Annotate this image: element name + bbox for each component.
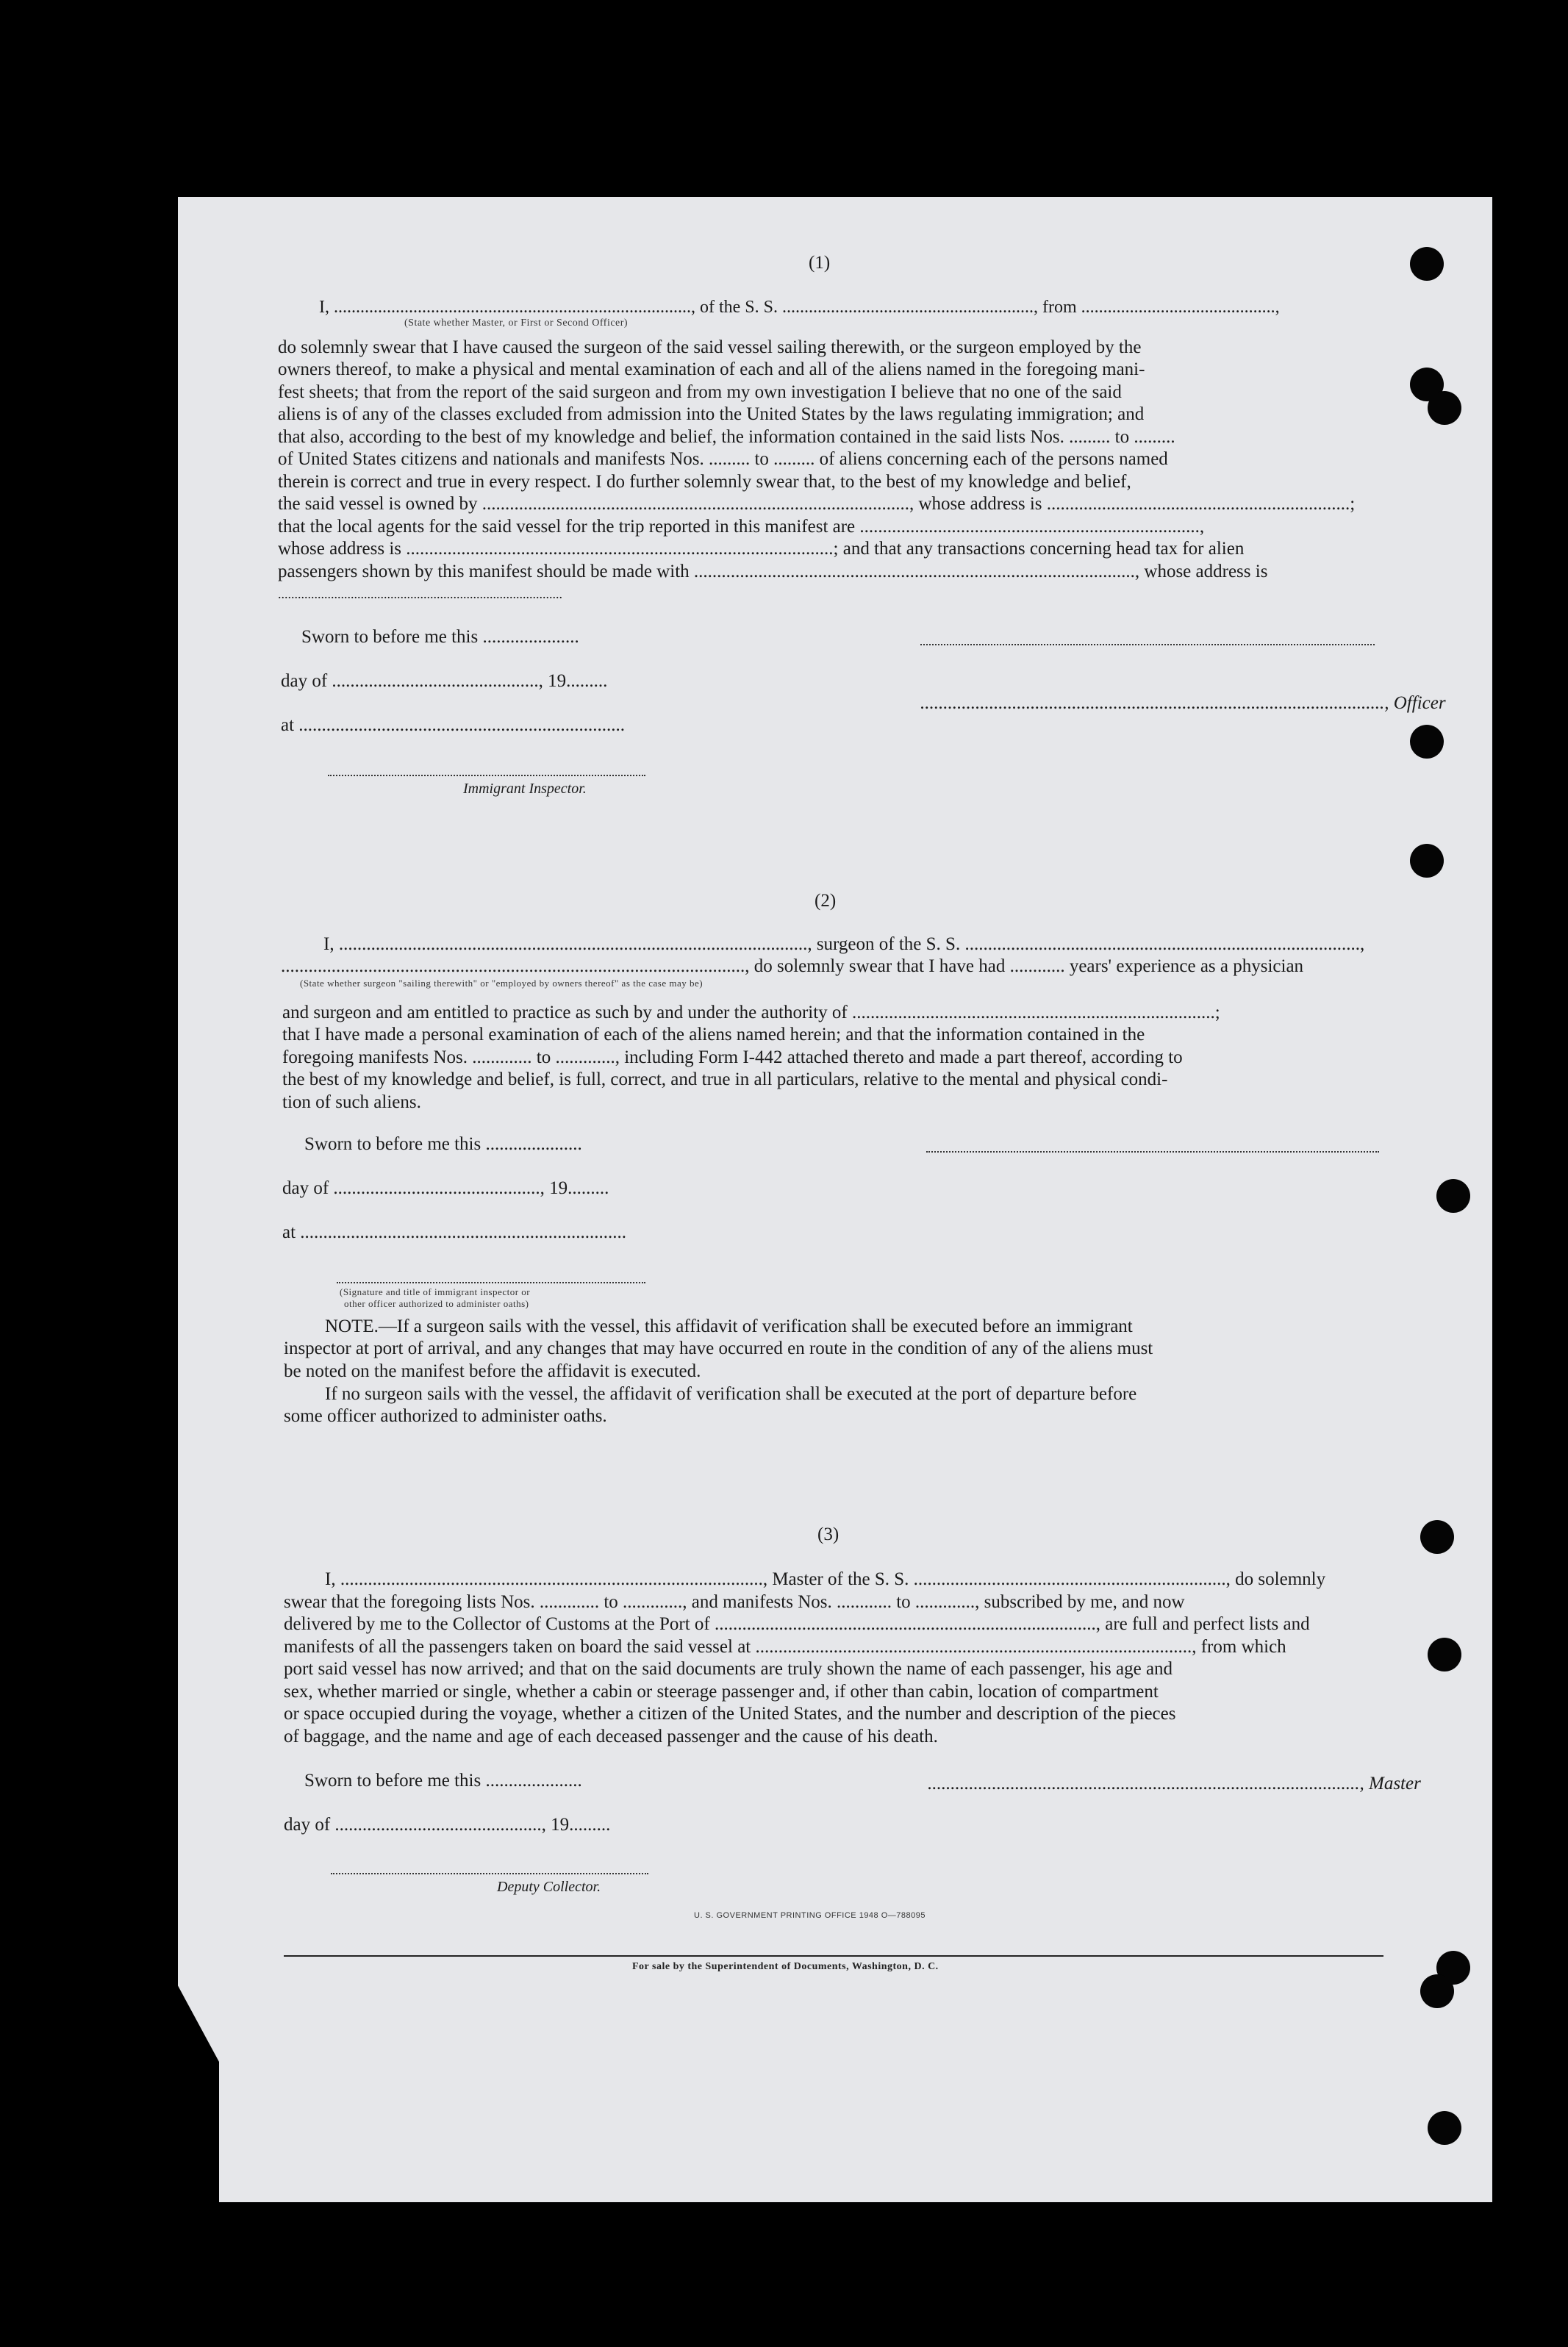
body-line: foregoing manifests Nos. ............. to ............., including Form I-442 attached thereto and made a part thereof, according to: [282, 1047, 1183, 1067]
body-line: or space occupied during the voyage, whether a citizen of the United States, and the number and description of the pieces: [284, 1704, 1176, 1724]
section-2-signature-line: [926, 1151, 1379, 1153]
section-3-sworn: Sworn to before me this .....................: [304, 1771, 582, 1791]
note-line: be noted on the manifest before the affidavit is executed.: [284, 1361, 701, 1381]
body-line: do solemnly swear that I have caused the surgeon of the said vessel sailing therewith, or the surgeon employed by the: [278, 337, 1142, 357]
deputy-collector-signature-line: [331, 1873, 648, 1874]
section-2-day: day of ............................................., 19.........: [282, 1178, 609, 1198]
officer-line: ....................................................................................................., Officer: [920, 693, 1446, 713]
section-2-sig-caption-1: (Signature and title of immigrant inspector or: [340, 1286, 531, 1297]
for-sale-line: For sale by the Superintendent of Documents, Washington, D. C.: [632, 1961, 939, 1972]
section-2-heading: (2): [815, 891, 837, 911]
punch-hole: [1410, 725, 1444, 759]
section-3-day: day of ............................................., 19.........: [284, 1815, 611, 1835]
body-line: swear that the foregoing lists Nos. ............. to ............., and manifests Nos. ............ to ............., subscribed by me, and now: [284, 1592, 1185, 1612]
body-line: of baggage, and the name and age of each deceased passenger and the cause of his death.: [284, 1727, 938, 1746]
section-2-at: at .......................................................................: [282, 1222, 627, 1242]
section-2-line-1: I, ......................................................................................................, surgeon of the S. S. ......................................................................................,: [323, 934, 1365, 954]
body-line: tion of such aliens.: [282, 1092, 421, 1112]
gpo-imprint: U. S. GOVERNMENT PRINTING OFFICE 1948 O—788095: [694, 1911, 926, 1920]
immigrant-inspector-label: Immigrant Inspector.: [463, 781, 587, 797]
punch-hole: [1428, 1638, 1461, 1671]
section-2-sig-caption-2: other officer authorized to administer oaths): [344, 1298, 529, 1309]
body-line: I, ............................................................................................, Master of the S. S. ...................................................................., do solemnly: [325, 1569, 1326, 1589]
body-line: ......................................................................................: [278, 587, 562, 601]
section-1-caption: (State whether Master, or First or Second Officer): [404, 318, 629, 329]
footer-rule: [284, 1955, 1383, 1957]
punch-hole: [1428, 391, 1461, 425]
body-line: aliens is of any of the classes excluded from admission into the United States by the laws regulating immigration; and: [278, 404, 1145, 424]
note-line: some officer authorized to administer oaths.: [284, 1406, 607, 1426]
punch-hole: [1436, 1179, 1470, 1213]
section-3-heading: (3): [817, 1524, 840, 1544]
body-line: the said vessel is owned by ............................................................................................., whose address is ..................................................................;: [278, 494, 1356, 514]
body-line: therein is correct and true in every respect. I do further solemnly swear that, to the best of my knowledge and belief,: [278, 472, 1131, 492]
section-1-oath-line: I, ................................................................................., of the S. S. ........................................................., from ............................................,: [319, 298, 1280, 317]
officer-signature-line: [920, 644, 1375, 645]
section-1-sworn: Sworn to before me this .....................: [301, 627, 579, 647]
section-2-caption: (State whether surgeon "sailing therewith" or "employed by owners thereof" as the case may be): [300, 978, 704, 989]
master-line: .............................................................................................., Master: [928, 1774, 1421, 1794]
body-line: passengers shown by this manifest should be made with ................................................................................................, whose address is: [278, 562, 1268, 581]
note-line: NOTE.—If a surgeon sails with the vessel, this affidavit of verification shall be executed before an immigrant: [325, 1316, 1133, 1336]
punch-hole: [1420, 1974, 1454, 2008]
punch-hole: [1410, 844, 1444, 878]
body-line: of United States citizens and nationals and manifests Nos. ......... to ......... of aliens concerning each of the persons named: [278, 449, 1168, 469]
body-line: that the local agents for the said vessel for the trip reported in this manifest are ..........................................................................,: [278, 517, 1205, 537]
body-line: that also, according to the best of my knowledge and belief, the information contained in the said lists Nos. ......... to .........: [278, 427, 1175, 447]
body-line: delivered by me to the Collector of Customs at the Port of ..................................................................................., are full and perfect lists and: [284, 1614, 1310, 1634]
body-line: whose address is .............................................................................................; and that any transactions concerning head tax for alien: [278, 539, 1245, 559]
inspector-signature-line: [328, 775, 645, 776]
punch-hole: [1428, 2111, 1461, 2145]
body-line: owners thereof, to make a physical and mental examination of each and all of the aliens named in the foregoing mani-: [278, 359, 1145, 379]
section-1-day: day of ............................................., 19.........: [281, 671, 608, 691]
body-line: manifests of all the passengers taken on board the said vessel at ..............................................................................................., from which: [284, 1637, 1286, 1657]
note-line: If no surgeon sails with the vessel, the affidavit of verification shall be executed at the port of departure before: [325, 1384, 1137, 1404]
section-2-inspector-line: [337, 1282, 645, 1283]
body-line: that I have made a personal examination of each of the aliens named herein; and that the information contained in the: [282, 1025, 1145, 1044]
punch-hole: [1420, 1520, 1454, 1554]
section-2-sworn: Sworn to before me this .....................: [304, 1134, 582, 1154]
section-1-heading: (1): [809, 253, 831, 273]
note-line: inspector at port of arrival, and any changes that may have occurred en route in the condition of any of the aliens must: [284, 1339, 1153, 1358]
section-1-at: at .......................................................................: [281, 715, 626, 735]
body-line: fest sheets; that from the report of the said surgeon and from my own investigation I believe that no one of the said: [278, 382, 1122, 402]
punch-hole: [1410, 247, 1444, 281]
deputy-collector-label: Deputy Collector.: [497, 1879, 601, 1895]
body-line: sex, whether married or single, whether a cabin or steerage passenger and, if other than cabin, location of compartment: [284, 1682, 1159, 1702]
section-2-line-2: ....................................................................................................., do solemnly swear that I have had ............ years' experience as a physician: [281, 956, 1304, 976]
body-line: port said vessel has now arrived; and that on the said documents are truly shown the name of each passenger, his age and: [284, 1659, 1173, 1679]
body-line: the best of my knowledge and belief, is full, correct, and true in all particulars, relative to the mental and physical condi-: [282, 1069, 1168, 1089]
body-line: and surgeon and am entitled to practice as such by and under the authority of ...............................................................................;: [282, 1003, 1220, 1022]
